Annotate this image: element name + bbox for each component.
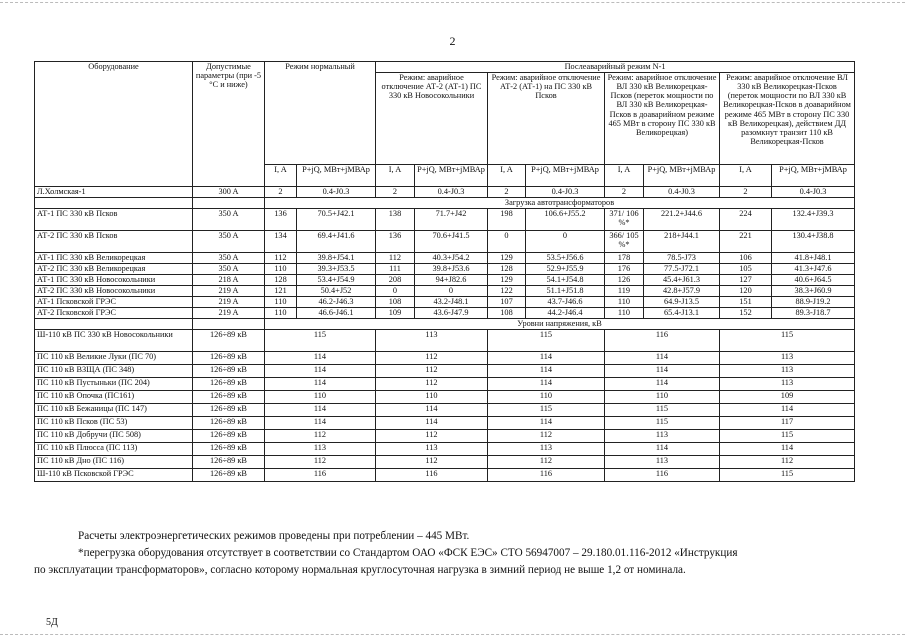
table-cell: 126÷89 кВ <box>193 365 265 378</box>
table-cell: 126 <box>605 275 644 286</box>
table-row <box>35 275 855 286</box>
table-cell: 107 <box>488 297 526 308</box>
section-blank <box>193 319 265 330</box>
section-blank <box>193 198 265 209</box>
voltage-value: 115 <box>265 330 376 352</box>
header-permissible: Допустимые параметры (при -5 °С и ниже) <box>193 62 265 187</box>
table-cell: 350 A <box>193 209 265 231</box>
results-table <box>34 61 855 482</box>
table-cell: 219 A <box>193 308 265 319</box>
table-cell: 112 <box>376 253 415 264</box>
table-cell: 128 <box>488 264 526 275</box>
table-row <box>35 365 855 378</box>
table-cell: 2 <box>265 187 297 198</box>
header-i-mode-3: I, A <box>605 165 644 187</box>
table-row <box>35 378 855 391</box>
header-pq-mode-2: P+jQ, МВт+jМВАр <box>526 165 605 187</box>
table-cell: 52.9+J55.9 <box>526 264 605 275</box>
voltage-value: 112 <box>376 378 488 391</box>
table-cell: 94+J82.6 <box>415 275 488 286</box>
table-cell: 106 <box>720 253 772 264</box>
equipment-name: ПС 110 кВ Великие Луки (ПС 70) <box>35 352 193 365</box>
table-cell: 126÷89 кВ <box>193 430 265 443</box>
table-cell: 2 <box>376 187 415 198</box>
voltage-value: 116 <box>605 330 720 352</box>
table-cell: 44.2-J46.4 <box>526 308 605 319</box>
table-cell: 350 A <box>193 231 265 253</box>
table-row <box>35 209 855 231</box>
footer-mark: 5Д <box>46 617 58 628</box>
table-row <box>35 391 855 404</box>
footnote-line-1: *перегрузка оборудования отсутствует в соответствии со Стандартом ОАО «ФСК ЕЭС» СТО 56947007 – 29.180.01.116-2012 «Инструкция <box>78 547 738 559</box>
table-row <box>35 443 855 456</box>
table-cell: 0 <box>526 231 605 253</box>
table-cell: 46.2-J46.3 <box>297 297 376 308</box>
table-row <box>35 264 855 275</box>
voltage-value: 113 <box>376 443 488 456</box>
table-cell: 218+J44.1 <box>644 231 720 253</box>
table-cell: 132.4+J39.3 <box>772 209 855 231</box>
table-cell: 219 A <box>193 286 265 297</box>
page-number: 2 <box>449 34 456 48</box>
table-cell: 53.4+J54.9 <box>297 275 376 286</box>
equipment-name: ПС 110 кВ Бежаницы (ПС 147) <box>35 404 193 417</box>
table-cell: 129 <box>488 253 526 264</box>
table-cell: 53.5+J56.6 <box>526 253 605 264</box>
table-cell: 41.8+J48.1 <box>772 253 855 264</box>
table-cell: 54.1+J54.8 <box>526 275 605 286</box>
table-cell: 45.4+J61.3 <box>644 275 720 286</box>
equipment-name: ПС 110 кВ Плюсса (ПС 113) <box>35 443 193 456</box>
voltage-value: 113 <box>265 443 376 456</box>
equipment-name: ПС 110 кВ Добручи (ПС 508) <box>35 430 193 443</box>
table-cell: 126÷89 кВ <box>193 378 265 391</box>
table-cell: 126÷89 кВ <box>193 352 265 365</box>
voltage-value: 114 <box>605 352 720 365</box>
voltage-value: 114 <box>488 378 605 391</box>
table-cell: 88.9-J19.2 <box>772 297 855 308</box>
table-cell: 109 <box>376 308 415 319</box>
table-row <box>35 469 855 482</box>
table-cell: 41.3+J47.6 <box>772 264 855 275</box>
voltage-value: 115 <box>605 417 720 430</box>
section-blank <box>35 319 193 330</box>
table-cell: 208 <box>376 275 415 286</box>
voltage-value: 110 <box>488 391 605 404</box>
voltage-value: 116 <box>265 469 376 482</box>
voltage-value: 113 <box>720 365 855 378</box>
scan-edge-bottom <box>0 634 905 635</box>
table-cell: 64.9-J13.5 <box>644 297 720 308</box>
table-row <box>35 286 855 297</box>
equipment-name: АТ-2 ПС 330 кВ Новосокольники <box>35 286 193 297</box>
table-cell: 110 <box>605 297 644 308</box>
header-i-mode-2: I, A <box>488 165 526 187</box>
table-row <box>35 417 855 430</box>
table-cell: 136 <box>265 209 297 231</box>
table-cell: 224 <box>720 209 772 231</box>
voltage-value: 114 <box>265 378 376 391</box>
section-row <box>35 198 855 209</box>
header-mode-3: Режим: аварийное отключение ВЛ 330 кВ Великорецкая-Псков (переток мощности по ВЛ 330 кВ Великорецкая-Псков в доаварийном режиме 465 МВт в сторону ПС 330 кВ Великорецкая) <box>605 73 720 165</box>
voltage-value: 114 <box>720 404 855 417</box>
table-row <box>35 297 855 308</box>
voltage-value: 115 <box>720 330 855 352</box>
voltage-value: 115 <box>488 404 605 417</box>
table-cell: 46.6-J46.1 <box>297 308 376 319</box>
voltage-value: 112 <box>376 430 488 443</box>
table-row <box>35 404 855 417</box>
table-cell: 126÷89 кВ <box>193 404 265 417</box>
table-cell: 108 <box>376 297 415 308</box>
voltage-value: 112 <box>376 352 488 365</box>
voltage-value: 114 <box>265 365 376 378</box>
voltage-value: 113 <box>488 443 605 456</box>
header-i-mode-4: I, A <box>720 165 772 187</box>
table-row <box>35 231 855 253</box>
voltage-value: 114 <box>488 417 605 430</box>
voltage-value: 114 <box>376 417 488 430</box>
table-cell: 78.5-J73 <box>644 253 720 264</box>
voltage-value: 110 <box>265 391 376 404</box>
voltage-value: 112 <box>488 430 605 443</box>
header-i-normal: I, A <box>265 165 297 187</box>
equipment-name: АТ-1 ПС 330 кВ Псков <box>35 209 193 231</box>
voltage-value: 110 <box>605 391 720 404</box>
table-cell: 110 <box>265 308 297 319</box>
voltage-value: 115 <box>488 330 605 352</box>
voltage-value: 114 <box>605 378 720 391</box>
table-cell: 2 <box>720 187 772 198</box>
table-row <box>35 253 855 264</box>
voltage-value: 114 <box>265 352 376 365</box>
table-cell: 221 <box>720 231 772 253</box>
equipment-name: ПС 110 кВ Псков (ПС 53) <box>35 417 193 430</box>
table-cell: 122 <box>488 286 526 297</box>
table-cell: 121 <box>265 286 297 297</box>
voltage-value: 114 <box>265 404 376 417</box>
equipment-name: АТ-1 Псковской ГРЭС <box>35 297 193 308</box>
table-cell: 138 <box>376 209 415 231</box>
table-cell: 0.4-J0.3 <box>772 187 855 198</box>
voltage-value: 112 <box>488 456 605 469</box>
table-cell: 106.6+J55.2 <box>526 209 605 231</box>
voltage-value: 117 <box>720 417 855 430</box>
header-pq-mode-3: P+jQ, МВт+jМВАр <box>644 165 720 187</box>
voltage-value: 115 <box>605 404 720 417</box>
section-blank <box>35 198 193 209</box>
equipment-name: ПС 110 кВ Дно (ПС 116) <box>35 456 193 469</box>
table-cell: 110 <box>265 297 297 308</box>
table-cell: 0 <box>376 286 415 297</box>
equipment-name: АТ-2 Псковской ГРЭС <box>35 308 193 319</box>
table-cell: 0.4-J0.3 <box>415 187 488 198</box>
calc-note: Расчеты электроэнергетических режимов проведены при потреблении – 445 МВт. <box>78 530 470 542</box>
equipment-name: ПС 110 кВ Пустыньки (ПС 204) <box>35 378 193 391</box>
table-cell: 128 <box>265 275 297 286</box>
section-title-voltage: Уровни напряжения, кВ <box>265 319 855 330</box>
table-cell: 350 A <box>193 264 265 275</box>
voltage-value: 115 <box>720 469 855 482</box>
table-cell: 126÷89 кВ <box>193 417 265 430</box>
table-cell: 40.3+J54.2 <box>415 253 488 264</box>
equipment-name: Л.Холмская-1 <box>35 187 193 198</box>
table-cell: 366/ 105 %* <box>605 231 644 253</box>
table-cell: 38.3+J60.9 <box>772 286 855 297</box>
voltage-value: 114 <box>488 365 605 378</box>
table-cell: 71.7+J42 <box>415 209 488 231</box>
table-cell: 39.3+J53.5 <box>297 264 376 275</box>
table-cell: 43.6-J47.9 <box>415 308 488 319</box>
table-cell: 300 A <box>193 187 265 198</box>
header-post-emergency: Послеаварийный режим N-1 <box>376 62 855 73</box>
table-cell: 65.4-J13.1 <box>644 308 720 319</box>
table-cell: 2 <box>488 187 526 198</box>
equipment-name: Ш-110 кВ Псковской ГРЭС <box>35 469 193 482</box>
table-cell: 126÷89 кВ <box>193 330 265 352</box>
voltage-value: 114 <box>488 352 605 365</box>
voltage-value: 112 <box>265 430 376 443</box>
table-row <box>35 430 855 443</box>
voltage-value: 114 <box>605 443 720 456</box>
voltage-value: 112 <box>265 456 376 469</box>
table-cell: 77.5-J72.1 <box>644 264 720 275</box>
section-title-transformers: Загрузка автотрансформаторов <box>265 198 855 209</box>
equipment-name: АТ-2 ПС 330 кВ Великорецкая <box>35 264 193 275</box>
header-equipment: Оборудование <box>35 62 193 187</box>
voltage-value: 112 <box>376 456 488 469</box>
table-cell: 105 <box>720 264 772 275</box>
table-cell: 112 <box>265 253 297 264</box>
voltage-value: 115 <box>720 430 855 443</box>
table-cell: 0.4-J0.3 <box>297 187 376 198</box>
voltage-value: 114 <box>265 417 376 430</box>
table-cell: 178 <box>605 253 644 264</box>
table-cell: 129 <box>488 275 526 286</box>
voltage-value: 113 <box>605 456 720 469</box>
equipment-name: АТ-1 ПС 330 кВ Великорецкая <box>35 253 193 264</box>
voltage-value: 113 <box>720 378 855 391</box>
table-row <box>35 187 855 198</box>
equipment-name: АТ-1 ПС 330 кВ Новосокольники <box>35 275 193 286</box>
table-cell: 371/ 106 %* <box>605 209 644 231</box>
table-cell: 50.4+J52 <box>297 286 376 297</box>
header-pq-mode-4: P+jQ, МВт+jМВАр <box>772 165 855 187</box>
table-cell: 39.8+J53.6 <box>415 264 488 275</box>
section-row <box>35 319 855 330</box>
footnote-line-2: по эксплуатации трансформаторов», согласно которому нормальная круглосуточная нагрузка в зимний период не выше 1,2 от номинала. <box>34 564 686 576</box>
voltage-value: 116 <box>605 469 720 482</box>
voltage-value: 110 <box>376 391 488 404</box>
header-i-mode-1: I, A <box>376 165 415 187</box>
table-cell: 176 <box>605 264 644 275</box>
voltage-value: 113 <box>720 352 855 365</box>
header-mode-1: Режим: аварийное отключение АТ-2 (АТ-1) ПС 330 кВ Новосокольники <box>376 73 488 165</box>
table-cell: 130.4+J38.8 <box>772 231 855 253</box>
table-cell: 40.6+J64.5 <box>772 275 855 286</box>
table-cell: 0.4-J0.3 <box>526 187 605 198</box>
table-cell: 43.7-J46.6 <box>526 297 605 308</box>
voltage-value: 114 <box>605 365 720 378</box>
table-cell: 39.8+J54.1 <box>297 253 376 264</box>
header-row-1 <box>35 62 855 73</box>
table-cell: 0.4-J0.3 <box>644 187 720 198</box>
voltage-value: 114 <box>376 404 488 417</box>
voltage-value: 114 <box>720 443 855 456</box>
table-cell: 126÷89 кВ <box>193 456 265 469</box>
table-cell: 110 <box>605 308 644 319</box>
table-cell: 134 <box>265 231 297 253</box>
table-cell: 119 <box>605 286 644 297</box>
table-cell: 89.3-J18.7 <box>772 308 855 319</box>
table-cell: 108 <box>488 308 526 319</box>
table-cell: 218 A <box>193 275 265 286</box>
table-cell: 51.1+J51.8 <box>526 286 605 297</box>
table-cell: 152 <box>720 308 772 319</box>
table-cell: 120 <box>720 286 772 297</box>
table-cell: 2 <box>605 187 644 198</box>
table-cell: 127 <box>720 275 772 286</box>
header-normal-mode: Режим нормальный <box>265 62 376 165</box>
table-cell: 70.6+J41.5 <box>415 231 488 253</box>
table-row <box>35 352 855 365</box>
table-cell: 111 <box>376 264 415 275</box>
table-cell: 350 A <box>193 253 265 264</box>
table-cell: 0 <box>488 231 526 253</box>
voltage-value: 116 <box>376 469 488 482</box>
voltage-value: 113 <box>605 430 720 443</box>
table-row <box>35 456 855 469</box>
table-cell: 151 <box>720 297 772 308</box>
table-cell: 126÷89 кВ <box>193 469 265 482</box>
voltage-value: 112 <box>720 456 855 469</box>
header-pq-mode-1: P+jQ, МВт+jМВАр <box>415 165 488 187</box>
table-cell: 126÷89 кВ <box>193 391 265 404</box>
header-mode-4: Режим: аварийное отключение ВЛ 330 кВ Великорецкая-Псков (переток мощности по ВЛ 330 кВ Великорецкая-Псков в доаварийном режиме 465 МВт в сторону ПС 330 кВ Великорецкая), действием ДД разомкнут транзит 110 кВ Великорецкая-Псков <box>720 73 855 165</box>
header-mode-2: Режим: аварийное отключение АТ-2 (АТ-1) на ПС 330 кВ Псков <box>488 73 605 165</box>
table-cell: 43.2-J48.1 <box>415 297 488 308</box>
table-cell: 198 <box>488 209 526 231</box>
table-cell: 221.2+J44.6 <box>644 209 720 231</box>
equipment-name: Ш-110 кВ ПС 330 кВ Новосокольники <box>35 330 193 352</box>
equipment-name: ПС 110 кВ ВЗЩА (ПС 348) <box>35 365 193 378</box>
voltage-value: 109 <box>720 391 855 404</box>
table-cell: 42.8+J57.9 <box>644 286 720 297</box>
voltage-value: 116 <box>488 469 605 482</box>
table-cell: 136 <box>376 231 415 253</box>
table-cell: 0 <box>415 286 488 297</box>
table-row <box>35 308 855 319</box>
table-cell: 110 <box>265 264 297 275</box>
table-cell: 126÷89 кВ <box>193 443 265 456</box>
voltage-value: 113 <box>376 330 488 352</box>
header-pq-normal: P+jQ, МВт+jМВАр <box>297 165 376 187</box>
table-cell: 219 A <box>193 297 265 308</box>
table-row <box>35 330 855 352</box>
voltage-value: 112 <box>376 365 488 378</box>
equipment-name: АТ-2 ПС 330 кВ Псков <box>35 231 193 253</box>
table-cell: 70.5+J42.1 <box>297 209 376 231</box>
table-cell: 69.4+J41.6 <box>297 231 376 253</box>
equipment-name: ПС 110 кВ Опочка (ПС161) <box>35 391 193 404</box>
scan-edge-top <box>0 2 905 3</box>
